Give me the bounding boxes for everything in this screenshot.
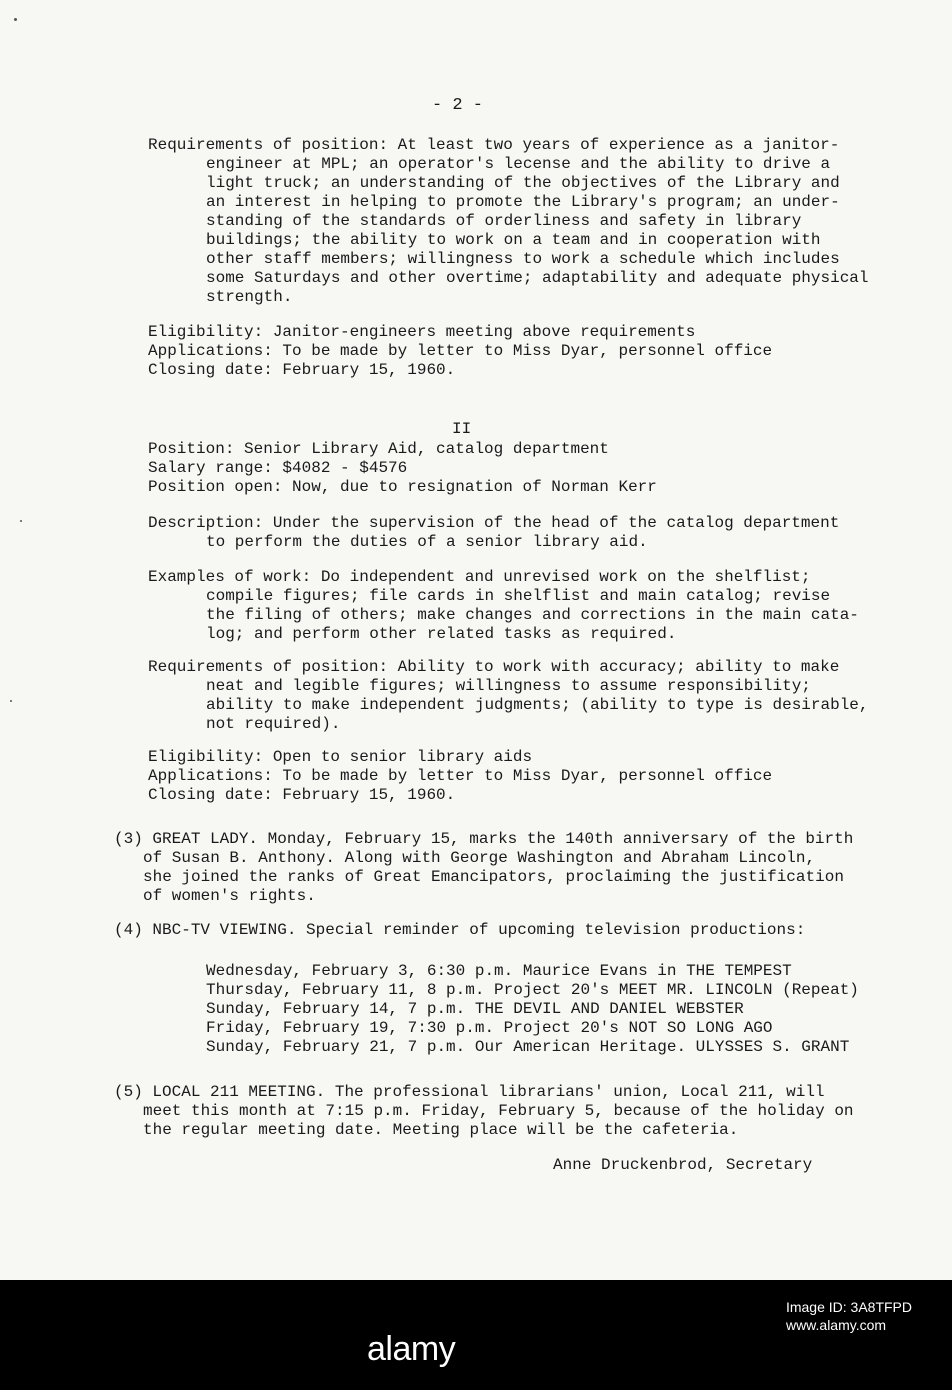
- examples-line: log; and perform other related tasks as required.: [206, 625, 677, 643]
- tv-schedule: [206, 962, 859, 1057]
- requirements-line: Requirements of position: At least two years of experience as a janitor-: [148, 136, 840, 154]
- requirements-line: other staff members; willingness to work a schedule which includes: [206, 250, 840, 268]
- requirements-block-1: [148, 136, 869, 307]
- requirements-line: neat and legible figures; willingness to assume responsibility;: [206, 677, 811, 695]
- requirements-line: some Saturdays and other overtime; adaptability and adequate physical: [206, 269, 869, 287]
- item4-heading: (4) NBC-TV VIEWING. Special reminder of upcoming television productions:: [114, 921, 806, 939]
- examples-line: the filing of others; make changes and corrections in the main cata-: [206, 606, 859, 624]
- schedule-row: Friday, February 19, 7:30 p.m. Project 20's NOT SO LONG AGO: [206, 1019, 773, 1037]
- requirements-line: not required).: [206, 715, 341, 733]
- scan-speck: [20, 520, 22, 522]
- eligibility-line: Eligibility: Janitor-engineers meeting above requirements: [148, 323, 696, 341]
- schedule-row: Sunday, February 21, 7 p.m. Our American Heritage. ULYSSES S. GRANT: [206, 1038, 850, 1056]
- stock-footer: [0, 1280, 952, 1390]
- scan-speck: [10, 700, 12, 702]
- requirements-line: light truck; an understanding of the objectives of the Library and: [206, 174, 840, 192]
- item-local-211: [114, 1083, 854, 1140]
- position-info: [148, 440, 657, 497]
- item-nbc-viewing: [114, 921, 805, 940]
- requirements-line: Requirements of position: Ability to work with accuracy; ability to make: [148, 658, 840, 676]
- position-open-line: Position open: Now, due to resignation of Norman Kerr: [148, 478, 657, 496]
- applications-line: Applications: To be made by letter to Miss Dyar, personnel office: [148, 342, 773, 360]
- applications-line: Applications: To be made by letter to Miss Dyar, personnel office: [148, 767, 773, 785]
- application-info-2: [148, 748, 772, 805]
- item3-line: of Susan B. Anthony. Along with George Washington and Abraham Lincoln,: [143, 849, 816, 867]
- item5-line: the regular meeting date. Meeting place will be the cafeteria.: [143, 1121, 739, 1139]
- site-url: www.alamy.com: [785, 1317, 887, 1333]
- closing-date-line: Closing date: February 15, 1960.: [148, 786, 456, 804]
- description-line: Description: Under the supervision of the head of the catalog department: [148, 514, 840, 532]
- requirements-line: buildings; the ability to work on a team and in cooperation with: [206, 231, 821, 249]
- salary-line: Salary range: $4082 - $4576: [148, 459, 408, 477]
- schedule-row: Thursday, February 11, 8 p.m. Project 20's MEET MR. LINCOLN (Repeat): [206, 981, 859, 999]
- requirements-line: strength.: [206, 288, 293, 306]
- requirements-line: standing of the standards of orderliness and safety in library: [206, 212, 802, 230]
- position-line: Position: Senior Library Aid, catalog department: [148, 440, 609, 458]
- image-id: Image ID: 3A8TFPD: [785, 1299, 912, 1315]
- section-numeral: II: [452, 420, 472, 438]
- schedule-row: Sunday, February 14, 7 p.m. THE DEVIL AND DANIEL WEBSTER: [206, 1000, 744, 1018]
- description-line: to perform the duties of a senior library aid.: [206, 533, 648, 551]
- item-great-lady: [114, 830, 853, 906]
- examples-line: Examples of work: Do independent and unrevised work on the shelflist;: [148, 568, 811, 586]
- requirements-line: ability to make independent judgments; (ability to type is desirable,: [206, 696, 869, 714]
- closing-date-line: Closing date: February 15, 1960.: [148, 361, 456, 379]
- page-number: - 2 -: [432, 96, 484, 115]
- item3-line: (3) GREAT LADY. Monday, February 15, marks the 140th anniversary of the birth: [114, 830, 854, 848]
- alamy-logo: alamy: [367, 1330, 456, 1368]
- schedule-row: Wednesday, February 3, 6:30 p.m. Maurice Evans in THE TEMPEST: [206, 962, 792, 980]
- description-block: [148, 514, 839, 552]
- eligibility-line: Eligibility: Open to senior library aids: [148, 748, 533, 766]
- item3-line: of women's rights.: [143, 887, 316, 905]
- application-info-1: [148, 323, 772, 380]
- item5-line: meet this month at 7:15 p.m. Friday, February 5, because of the holiday on: [143, 1102, 854, 1120]
- examples-line: compile figures; file cards in shelflist and main catalog; revise: [206, 587, 831, 605]
- requirements-line: an interest in helping to promote the Library's program; an under-: [206, 193, 840, 211]
- examples-block: [148, 568, 859, 644]
- item3-line: she joined the ranks of Great Emancipators, proclaiming the justification: [143, 868, 844, 886]
- scan-speck: [14, 18, 17, 21]
- item5-line: (5) LOCAL 211 MEETING. The professional librarians' union, Local 211, will: [114, 1083, 825, 1101]
- signature-line: Anne Druckenbrod, Secretary: [553, 1156, 813, 1174]
- requirements-block-2: [148, 658, 869, 734]
- footer-id: [786, 1298, 912, 1334]
- requirements-line: engineer at MPL; an operator's lecense and the ability to drive a: [206, 155, 831, 173]
